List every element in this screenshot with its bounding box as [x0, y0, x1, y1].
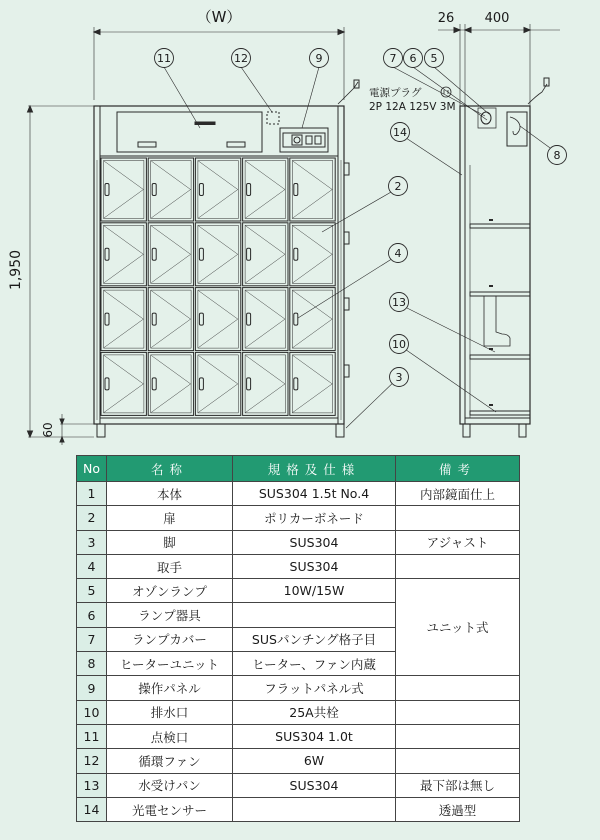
row-no: 9	[77, 676, 107, 700]
leader-lines	[164, 67, 557, 428]
door-handle	[199, 378, 203, 390]
locker-door	[290, 352, 335, 415]
row-spec: SUS304	[233, 554, 396, 578]
inspection-opening	[117, 112, 262, 152]
callout-number: 2	[394, 180, 402, 193]
row-no: 2	[77, 506, 107, 530]
row-name: 点検口	[107, 724, 233, 748]
locker-door	[243, 352, 288, 415]
boot-illustration	[484, 296, 510, 346]
row-remarks	[396, 554, 520, 578]
row-remarks: 最下部は無し	[396, 773, 520, 797]
callout-number: 10	[392, 338, 406, 351]
door-handle	[199, 248, 203, 260]
callout-7	[384, 49, 403, 68]
row-no: 8	[77, 652, 107, 676]
row-name: ランプ器具	[107, 603, 233, 627]
row-spec: フラットパネル式	[233, 676, 396, 700]
row-remarks	[396, 676, 520, 700]
row-remarks	[396, 506, 520, 530]
row-spec: SUS304 1.0t	[233, 724, 396, 748]
door-handle	[247, 313, 251, 325]
row-remarks: ユニット式	[396, 579, 520, 676]
row-name: 操作パネル	[107, 676, 233, 700]
door-handle	[152, 184, 156, 196]
foot-height-label: 60	[41, 422, 55, 438]
header-name: 名称	[107, 456, 233, 482]
door-handle	[152, 313, 156, 325]
row-spec: SUSパンチング格子目	[233, 627, 396, 651]
locker-door	[195, 288, 240, 351]
door-handle	[294, 378, 298, 390]
height-label: 1,950	[8, 249, 24, 291]
row-spec: 10W/15W	[233, 579, 396, 603]
locker-door	[243, 158, 288, 221]
locker-door	[195, 352, 240, 415]
row-no: 1	[77, 482, 107, 506]
operation-panel	[280, 128, 328, 152]
callout-number: 4	[394, 247, 402, 260]
door-handle	[294, 313, 298, 325]
row-spec: ヒーター、ファン内蔵	[233, 652, 396, 676]
power-cord	[338, 82, 358, 104]
row-name: 本体	[107, 482, 233, 506]
table-row	[77, 579, 520, 603]
row-remarks: 透過型	[396, 797, 520, 821]
table-row	[77, 676, 520, 700]
door-handle	[199, 184, 203, 196]
locker-door	[101, 288, 146, 351]
spec-table	[76, 455, 520, 822]
depth-right-label: 400	[484, 11, 510, 26]
row-spec	[233, 603, 396, 627]
callout-9	[310, 49, 329, 68]
row-remarks: アジャスト	[396, 530, 520, 554]
height-dimension	[28, 106, 95, 445]
row-remarks	[396, 724, 520, 748]
circulation-fan	[267, 112, 279, 124]
callout-8	[548, 146, 567, 165]
table-row	[77, 482, 520, 506]
plug-label-line2: 2P 12A 125V 3M	[369, 101, 456, 113]
callout-10	[390, 335, 409, 354]
row-spec: SUS304	[233, 773, 396, 797]
header-remarks: 備考	[396, 456, 520, 482]
row-no: 6	[77, 603, 107, 627]
row-spec: SUS304 1.5t No.4	[233, 482, 396, 506]
door-handle	[247, 248, 251, 260]
callout-12	[232, 49, 251, 68]
callout-number: 3	[395, 371, 403, 384]
callout-number: 8	[553, 149, 561, 162]
row-name: ヒーターユニット	[107, 652, 233, 676]
header-no: No	[77, 456, 107, 482]
callout-2	[389, 177, 408, 196]
door-handle	[105, 184, 109, 196]
locker-door	[243, 288, 288, 351]
locker-door	[290, 288, 335, 351]
callout-5	[425, 49, 444, 68]
row-name: 取手	[107, 554, 233, 578]
locker-door	[148, 158, 193, 221]
table-row	[77, 506, 520, 530]
cabinet-side-view	[460, 78, 549, 437]
row-spec: 25A共栓	[233, 700, 396, 724]
row-no: 14	[77, 797, 107, 821]
spec-table-header	[77, 456, 520, 482]
depth-dimension	[438, 24, 560, 108]
locker-door	[148, 288, 193, 351]
row-spec: SUS304	[233, 530, 396, 554]
locker-door	[101, 158, 146, 221]
table-row	[77, 554, 520, 578]
callout-4	[389, 244, 408, 263]
locker-doors	[101, 158, 335, 415]
row-name: 排水口	[107, 700, 233, 724]
callout-13	[390, 293, 409, 312]
door-handle	[105, 313, 109, 325]
row-no: 12	[77, 749, 107, 773]
table-row	[77, 700, 520, 724]
row-no: 13	[77, 773, 107, 797]
row-no: 4	[77, 554, 107, 578]
ozone-lamp	[481, 112, 491, 124]
row-no: 7	[77, 627, 107, 651]
adjuster-foot-right	[336, 424, 344, 437]
adjuster-foot-left	[97, 424, 105, 437]
row-name: オゾンランプ	[107, 579, 233, 603]
door-handle	[247, 184, 251, 196]
locker-door	[148, 223, 193, 286]
locker-door	[243, 223, 288, 286]
door-handle	[152, 378, 156, 390]
locker-door	[290, 158, 335, 221]
callout-number: 13	[392, 296, 406, 309]
callout-number: 14	[393, 126, 407, 139]
callout-11	[155, 49, 174, 68]
callout-14	[391, 123, 410, 142]
width-label: （W）	[196, 8, 242, 26]
callout-number: 5	[430, 52, 438, 65]
table-row	[77, 797, 520, 821]
door-handle	[247, 378, 251, 390]
locker-door	[195, 158, 240, 221]
row-name: 扉	[107, 506, 233, 530]
locker-door	[101, 352, 146, 415]
cabinet-front-view	[94, 80, 359, 437]
callout-6	[404, 49, 423, 68]
row-name: 水受けパン	[107, 773, 233, 797]
table-row	[77, 773, 520, 797]
row-spec: ポリカーボネード	[233, 506, 396, 530]
depth-left-label: 26	[437, 11, 455, 26]
door-handle	[152, 248, 156, 260]
row-name: 脚	[107, 530, 233, 554]
door-handle	[105, 378, 109, 390]
door-handle	[199, 313, 203, 325]
locker-door	[148, 352, 193, 415]
row-remarks	[396, 749, 520, 773]
callout-number: 11	[157, 52, 171, 65]
row-name: 光電センサー	[107, 797, 233, 821]
header-spec: 規格及仕様	[233, 456, 396, 482]
door-handle	[105, 248, 109, 260]
callout-number: 12	[234, 52, 248, 65]
row-no: 3	[77, 530, 107, 554]
row-no: 5	[77, 579, 107, 603]
locker-door	[195, 223, 240, 286]
row-no: 11	[77, 724, 107, 748]
table-row	[77, 530, 520, 554]
callout-bubbles	[155, 49, 567, 387]
row-no: 10	[77, 700, 107, 724]
locker-door	[101, 223, 146, 286]
locker-door	[290, 223, 335, 286]
row-name: 循環ファン	[107, 749, 233, 773]
row-remarks: 内部鏡面仕上	[396, 482, 520, 506]
plug-label-line1: 電源プラグ	[369, 87, 422, 99]
row-spec: 6W	[233, 749, 396, 773]
table-row	[77, 749, 520, 773]
callout-number: 6	[409, 52, 417, 65]
door-handle	[294, 248, 298, 260]
callout-3	[390, 368, 409, 387]
callout-number: 9	[315, 52, 323, 65]
row-spec	[233, 797, 396, 821]
callout-number: 7	[389, 52, 397, 65]
door-handle	[294, 184, 298, 196]
width-dimension	[94, 27, 344, 100]
row-remarks	[396, 700, 520, 724]
table-row	[77, 724, 520, 748]
row-name: ランプカバー	[107, 627, 233, 651]
